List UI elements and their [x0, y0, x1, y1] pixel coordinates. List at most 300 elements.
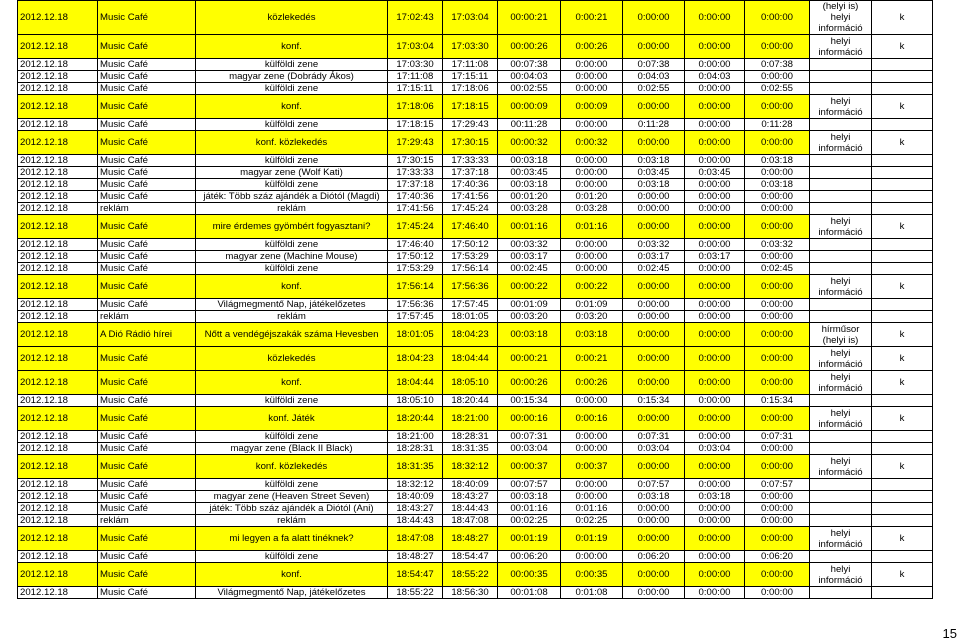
- row-info-type: [810, 167, 872, 179]
- row-start-time: 17:11:08: [388, 71, 443, 83]
- row-title: konf.: [196, 95, 388, 119]
- row-end-time: 18:44:43: [443, 503, 498, 515]
- row-info-type: [810, 191, 872, 203]
- row-date: 2012.12.18: [18, 251, 98, 263]
- row-title: külföldi zene: [196, 59, 388, 71]
- row-title: külföldi zene: [196, 263, 388, 275]
- row-date: 2012.12.18: [18, 59, 98, 71]
- row-k-flag: [872, 191, 933, 203]
- row-info-type: helyi információ: [810, 527, 872, 551]
- row-speech-duration: 0:00:00: [561, 179, 623, 191]
- row-music-duration: 0:00:00: [623, 35, 685, 59]
- row-speech-duration: 0:00:00: [561, 251, 623, 263]
- table-row: [18, 95, 933, 119]
- row-k-flag: [872, 395, 933, 407]
- table-row: [18, 35, 933, 59]
- row-foreign-music-duration: 0:00:00: [745, 491, 810, 503]
- row-title: külföldi zene: [196, 431, 388, 443]
- row-length: 00:00:21: [498, 1, 561, 35]
- table-row: [18, 347, 933, 371]
- row-music-duration: 0:00:00: [623, 191, 685, 203]
- row-length: 00:07:31: [498, 431, 561, 443]
- row-date: 2012.12.18: [18, 275, 98, 299]
- row-foreign-music-duration: 0:02:45: [745, 263, 810, 275]
- row-music-duration: 0:00:00: [623, 1, 685, 35]
- row-end-time: 18:47:08: [443, 515, 498, 527]
- row-speech-duration: 0:00:00: [561, 443, 623, 455]
- row-end-time: 17:18:15: [443, 95, 498, 119]
- row-program: Music Café: [98, 503, 196, 515]
- row-date: 2012.12.18: [18, 215, 98, 239]
- row-k-flag: k: [872, 371, 933, 395]
- row-info-type: helyi információ: [810, 455, 872, 479]
- row-end-time: 17:41:56: [443, 191, 498, 203]
- row-title: Világmegmentő Nap, játékelőzetes: [196, 587, 388, 599]
- row-speech-duration: 0:01:16: [561, 215, 623, 239]
- table-row: [18, 263, 933, 275]
- row-end-time: 17:33:33: [443, 155, 498, 167]
- row-music-duration: 0:07:57: [623, 479, 685, 491]
- row-speech-duration: 0:00:21: [561, 347, 623, 371]
- row-end-time: 17:56:36: [443, 275, 498, 299]
- row-program: Music Café: [98, 527, 196, 551]
- row-k-flag: [872, 167, 933, 179]
- row-k-flag: k: [872, 35, 933, 59]
- row-end-time: 18:56:30: [443, 587, 498, 599]
- row-info-type: helyi információ: [810, 563, 872, 587]
- row-program: Music Café: [98, 167, 196, 179]
- table-row: [18, 491, 933, 503]
- row-length: 00:01:20: [498, 191, 561, 203]
- row-start-time: 17:40:36: [388, 191, 443, 203]
- row-info-type: helyi információ: [810, 347, 872, 371]
- table-row: [18, 239, 933, 251]
- row-date: 2012.12.18: [18, 515, 98, 527]
- row-speech-duration: 0:00:00: [561, 491, 623, 503]
- row-length: 00:01:08: [498, 587, 561, 599]
- row-start-time: 17:18:06: [388, 95, 443, 119]
- row-speech-duration: 0:00:00: [561, 263, 623, 275]
- row-end-time: 18:31:35: [443, 443, 498, 455]
- row-hungarian-music-duration: 0:00:00: [685, 119, 745, 131]
- table-row: [18, 215, 933, 239]
- row-hungarian-music-duration: 0:00:00: [685, 407, 745, 431]
- row-foreign-music-duration: 0:00:00: [745, 503, 810, 515]
- row-program: Music Café: [98, 131, 196, 155]
- row-date: 2012.12.18: [18, 35, 98, 59]
- row-start-time: 17:57:45: [388, 311, 443, 323]
- row-program: Music Café: [98, 179, 196, 191]
- row-date: 2012.12.18: [18, 491, 98, 503]
- row-start-time: 18:47:08: [388, 527, 443, 551]
- table-row: [18, 59, 933, 71]
- row-start-time: 18:21:00: [388, 431, 443, 443]
- row-length: 00:03:04: [498, 443, 561, 455]
- row-date: 2012.12.18: [18, 479, 98, 491]
- row-foreign-music-duration: 0:00:00: [745, 251, 810, 263]
- row-k-flag: [872, 251, 933, 263]
- row-start-time: 18:28:31: [388, 443, 443, 455]
- row-speech-duration: 0:01:09: [561, 299, 623, 311]
- row-foreign-music-duration: 0:00:00: [745, 275, 810, 299]
- row-hungarian-music-duration: 0:03:45: [685, 167, 745, 179]
- row-music-duration: 0:02:55: [623, 83, 685, 95]
- row-program: Music Café: [98, 35, 196, 59]
- row-date: 2012.12.18: [18, 263, 98, 275]
- row-end-time: 17:40:36: [443, 179, 498, 191]
- row-start-time: 17:37:18: [388, 179, 443, 191]
- row-hungarian-music-duration: 0:00:00: [685, 323, 745, 347]
- row-title: reklám: [196, 515, 388, 527]
- row-k-flag: [872, 311, 933, 323]
- row-end-time: 18:40:09: [443, 479, 498, 491]
- table-row: [18, 371, 933, 395]
- row-info-type: [810, 443, 872, 455]
- row-title: közlekedés: [196, 1, 388, 35]
- row-music-duration: 0:03:18: [623, 491, 685, 503]
- row-speech-duration: 0:01:16: [561, 503, 623, 515]
- table-row: [18, 311, 933, 323]
- row-foreign-music-duration: 0:00:00: [745, 563, 810, 587]
- row-k-flag: k: [872, 323, 933, 347]
- row-hungarian-music-duration: 0:00:00: [685, 311, 745, 323]
- row-hungarian-music-duration: 0:00:00: [685, 347, 745, 371]
- row-k-flag: [872, 155, 933, 167]
- row-speech-duration: 0:00:00: [561, 119, 623, 131]
- table-row: [18, 407, 933, 431]
- row-title: játék: Több száz ajándék a Diótól (Magdi): [196, 191, 388, 203]
- row-end-time: 17:30:15: [443, 131, 498, 155]
- row-start-time: 17:56:14: [388, 275, 443, 299]
- table-row: [18, 131, 933, 155]
- row-program: Music Café: [98, 587, 196, 599]
- row-start-time: 18:31:35: [388, 455, 443, 479]
- table-row: [18, 155, 933, 167]
- row-k-flag: [872, 83, 933, 95]
- row-title: konf. közlekedés: [196, 131, 388, 155]
- row-start-time: 17:45:24: [388, 215, 443, 239]
- row-title: reklám: [196, 311, 388, 323]
- row-hungarian-music-duration: 0:03:17: [685, 251, 745, 263]
- row-info-type: [810, 179, 872, 191]
- row-k-flag: k: [872, 527, 933, 551]
- row-date: 2012.12.18: [18, 155, 98, 167]
- row-hungarian-music-duration: 0:00:00: [685, 1, 745, 35]
- row-end-time: 17:46:40: [443, 215, 498, 239]
- row-start-time: 18:40:09: [388, 491, 443, 503]
- row-k-flag: [872, 239, 933, 251]
- row-program: Music Café: [98, 491, 196, 503]
- row-foreign-music-duration: 0:00:00: [745, 311, 810, 323]
- row-music-duration: 0:00:00: [623, 371, 685, 395]
- table-row: [18, 203, 933, 215]
- row-date: 2012.12.18: [18, 71, 98, 83]
- row-title: külföldi zene: [196, 83, 388, 95]
- row-hungarian-music-duration: 0:00:00: [685, 527, 745, 551]
- row-title: konf. közlekedés: [196, 455, 388, 479]
- row-date: 2012.12.18: [18, 203, 98, 215]
- row-speech-duration: 0:00:00: [561, 551, 623, 563]
- row-end-time: 18:28:31: [443, 431, 498, 443]
- row-info-type: helyi információ: [810, 95, 872, 119]
- row-length: 00:00:16: [498, 407, 561, 431]
- row-hungarian-music-duration: 0:00:00: [685, 35, 745, 59]
- row-length: 00:04:03: [498, 71, 561, 83]
- row-length: 00:03:28: [498, 203, 561, 215]
- row-k-flag: k: [872, 1, 933, 35]
- row-program: reklám: [98, 515, 196, 527]
- row-title: magyar zene (Wolf Kati): [196, 167, 388, 179]
- row-end-time: 17:15:11: [443, 71, 498, 83]
- row-hungarian-music-duration: 0:00:00: [685, 479, 745, 491]
- row-length: 00:00:26: [498, 371, 561, 395]
- row-info-type: [810, 263, 872, 275]
- row-info-type: (helyi is) helyi információ: [810, 1, 872, 35]
- row-hungarian-music-duration: 0:00:00: [685, 83, 745, 95]
- row-date: 2012.12.18: [18, 371, 98, 395]
- row-program: Music Café: [98, 455, 196, 479]
- row-music-duration: 0:00:00: [623, 95, 685, 119]
- row-start-time: 17:53:29: [388, 263, 443, 275]
- row-speech-duration: 0:00:09: [561, 95, 623, 119]
- row-start-time: 17:29:43: [388, 131, 443, 155]
- row-hungarian-music-duration: 0:00:00: [685, 155, 745, 167]
- row-start-time: 18:43:27: [388, 503, 443, 515]
- row-speech-duration: 0:00:37: [561, 455, 623, 479]
- row-length: 00:00:21: [498, 347, 561, 371]
- row-start-time: 18:01:05: [388, 323, 443, 347]
- row-foreign-music-duration: 0:00:00: [745, 527, 810, 551]
- row-music-duration: 0:00:00: [623, 587, 685, 599]
- row-k-flag: [872, 587, 933, 599]
- row-program: Music Café: [98, 251, 196, 263]
- row-length: 00:07:57: [498, 479, 561, 491]
- row-program: Music Café: [98, 239, 196, 251]
- row-end-time: 18:32:12: [443, 455, 498, 479]
- row-end-time: 18:01:05: [443, 311, 498, 323]
- row-program: Music Café: [98, 71, 196, 83]
- row-start-time: 18:54:47: [388, 563, 443, 587]
- row-music-duration: 0:00:00: [623, 131, 685, 155]
- row-hungarian-music-duration: 0:00:00: [685, 299, 745, 311]
- row-k-flag: k: [872, 215, 933, 239]
- row-program: Music Café: [98, 275, 196, 299]
- row-info-type: helyi információ: [810, 275, 872, 299]
- row-program: Music Café: [98, 59, 196, 71]
- row-foreign-music-duration: 0:00:00: [745, 167, 810, 179]
- row-program: Music Café: [98, 407, 196, 431]
- row-length: 00:00:35: [498, 563, 561, 587]
- row-speech-duration: 0:00:00: [561, 71, 623, 83]
- row-foreign-music-duration: 0:00:00: [745, 191, 810, 203]
- row-end-time: 17:53:29: [443, 251, 498, 263]
- row-speech-duration: 0:00:35: [561, 563, 623, 587]
- row-k-flag: k: [872, 563, 933, 587]
- row-length: 00:03:18: [498, 491, 561, 503]
- row-date: 2012.12.18: [18, 503, 98, 515]
- row-length: 00:01:16: [498, 503, 561, 515]
- row-end-time: 18:48:27: [443, 527, 498, 551]
- row-music-duration: 0:03:17: [623, 251, 685, 263]
- row-foreign-music-duration: 0:07:38: [745, 59, 810, 71]
- row-k-flag: [872, 515, 933, 527]
- row-foreign-music-duration: 0:00:00: [745, 371, 810, 395]
- row-title: magyar zene (Machine Mouse): [196, 251, 388, 263]
- row-info-type: [810, 155, 872, 167]
- row-hungarian-music-duration: 0:00:00: [685, 59, 745, 71]
- row-k-flag: k: [872, 275, 933, 299]
- row-music-duration: 0:00:00: [623, 407, 685, 431]
- table-row: [18, 503, 933, 515]
- row-speech-duration: 0:00:00: [561, 155, 623, 167]
- row-info-type: [810, 551, 872, 563]
- row-end-time: 17:37:18: [443, 167, 498, 179]
- row-length: 00:02:25: [498, 515, 561, 527]
- row-date: 2012.12.18: [18, 551, 98, 563]
- row-date: 2012.12.18: [18, 131, 98, 155]
- row-k-flag: [872, 491, 933, 503]
- row-length: 00:03:18: [498, 155, 561, 167]
- row-info-type: [810, 503, 872, 515]
- row-music-duration: 0:00:00: [623, 323, 685, 347]
- row-k-flag: [872, 203, 933, 215]
- row-info-type: [810, 515, 872, 527]
- row-title: magyar zene (Black II Black): [196, 443, 388, 455]
- row-program: Music Café: [98, 119, 196, 131]
- row-end-time: 17:11:08: [443, 59, 498, 71]
- row-k-flag: k: [872, 95, 933, 119]
- table-row: [18, 83, 933, 95]
- row-speech-duration: 0:00:00: [561, 167, 623, 179]
- row-length: 00:03:32: [498, 239, 561, 251]
- row-info-type: [810, 431, 872, 443]
- row-program: reklám: [98, 311, 196, 323]
- row-program: Music Café: [98, 299, 196, 311]
- row-date: 2012.12.18: [18, 83, 98, 95]
- row-title: külföldi zene: [196, 479, 388, 491]
- row-program: Music Café: [98, 215, 196, 239]
- row-title: magyar zene (Heaven Street Seven): [196, 491, 388, 503]
- row-program: Music Café: [98, 1, 196, 35]
- row-date: 2012.12.18: [18, 191, 98, 203]
- row-start-time: 18:05:10: [388, 395, 443, 407]
- row-music-duration: 0:07:38: [623, 59, 685, 71]
- row-date: 2012.12.18: [18, 119, 98, 131]
- table-row: [18, 527, 933, 551]
- row-info-type: [810, 479, 872, 491]
- table-row: [18, 395, 933, 407]
- row-program: Music Café: [98, 443, 196, 455]
- row-hungarian-music-duration: 0:03:18: [685, 491, 745, 503]
- row-info-type: [810, 83, 872, 95]
- row-hungarian-music-duration: 0:00:00: [685, 203, 745, 215]
- row-length: 00:00:32: [498, 131, 561, 155]
- row-length: 00:03:18: [498, 179, 561, 191]
- row-info-type: [810, 587, 872, 599]
- row-music-duration: 0:00:00: [623, 215, 685, 239]
- row-length: 00:00:09: [498, 95, 561, 119]
- row-foreign-music-duration: 0:02:55: [745, 83, 810, 95]
- row-speech-duration: 0:00:26: [561, 35, 623, 59]
- row-end-time: 17:50:12: [443, 239, 498, 251]
- row-k-flag: k: [872, 407, 933, 431]
- row-hungarian-music-duration: 0:00:00: [685, 515, 745, 527]
- row-title: külföldi zene: [196, 119, 388, 131]
- row-foreign-music-duration: 0:00:00: [745, 203, 810, 215]
- row-start-time: 18:48:27: [388, 551, 443, 563]
- row-info-type: helyi információ: [810, 407, 872, 431]
- row-info-type: [810, 311, 872, 323]
- row-hungarian-music-duration: 0:00:00: [685, 431, 745, 443]
- row-foreign-music-duration: 0:00:00: [745, 95, 810, 119]
- row-foreign-music-duration: 0:00:00: [745, 587, 810, 599]
- row-music-duration: 0:00:00: [623, 311, 685, 323]
- table-row: [18, 479, 933, 491]
- row-k-flag: [872, 503, 933, 515]
- row-hungarian-music-duration: 0:00:00: [685, 563, 745, 587]
- table-row: [18, 71, 933, 83]
- row-hungarian-music-duration: 0:00:00: [685, 455, 745, 479]
- row-length: 00:01:16: [498, 215, 561, 239]
- row-k-flag: [872, 179, 933, 191]
- row-date: 2012.12.18: [18, 395, 98, 407]
- row-date: 2012.12.18: [18, 347, 98, 371]
- row-foreign-music-duration: 0:00:00: [745, 131, 810, 155]
- row-k-flag: [872, 479, 933, 491]
- row-music-duration: 0:00:00: [623, 563, 685, 587]
- row-k-flag: [872, 119, 933, 131]
- row-k-flag: [872, 71, 933, 83]
- row-music-duration: 0:00:00: [623, 299, 685, 311]
- row-end-time: 18:54:47: [443, 551, 498, 563]
- row-start-time: 18:04:44: [388, 371, 443, 395]
- row-speech-duration: 0:01:19: [561, 527, 623, 551]
- row-program: Music Café: [98, 347, 196, 371]
- table-row: [18, 587, 933, 599]
- row-end-time: 18:05:10: [443, 371, 498, 395]
- row-foreign-music-duration: 0:03:32: [745, 239, 810, 251]
- row-music-duration: 0:00:00: [623, 455, 685, 479]
- row-foreign-music-duration: 0:00:00: [745, 515, 810, 527]
- table-row: [18, 299, 933, 311]
- row-music-duration: 0:15:34: [623, 395, 685, 407]
- row-end-time: 18:04:44: [443, 347, 498, 371]
- table-row: [18, 551, 933, 563]
- row-date: 2012.12.18: [18, 1, 98, 35]
- row-foreign-music-duration: 0:00:00: [745, 215, 810, 239]
- row-info-type: [810, 239, 872, 251]
- row-program: Music Café: [98, 431, 196, 443]
- row-program: Music Café: [98, 371, 196, 395]
- table-row: [18, 251, 933, 263]
- row-end-time: 18:21:00: [443, 407, 498, 431]
- row-program: Music Café: [98, 155, 196, 167]
- page-number: 15: [942, 626, 957, 641]
- row-speech-duration: 0:00:00: [561, 83, 623, 95]
- row-foreign-music-duration: 0:00:00: [745, 35, 810, 59]
- row-info-type: [810, 119, 872, 131]
- row-hungarian-music-duration: 0:03:04: [685, 443, 745, 455]
- row-date: 2012.12.18: [18, 95, 98, 119]
- row-info-type: [810, 203, 872, 215]
- row-start-time: 18:44:43: [388, 515, 443, 527]
- table-row: [18, 119, 933, 131]
- row-program: Music Café: [98, 83, 196, 95]
- row-length: 00:15:34: [498, 395, 561, 407]
- row-foreign-music-duration: 0:00:00: [745, 455, 810, 479]
- row-k-flag: [872, 299, 933, 311]
- row-end-time: 17:57:45: [443, 299, 498, 311]
